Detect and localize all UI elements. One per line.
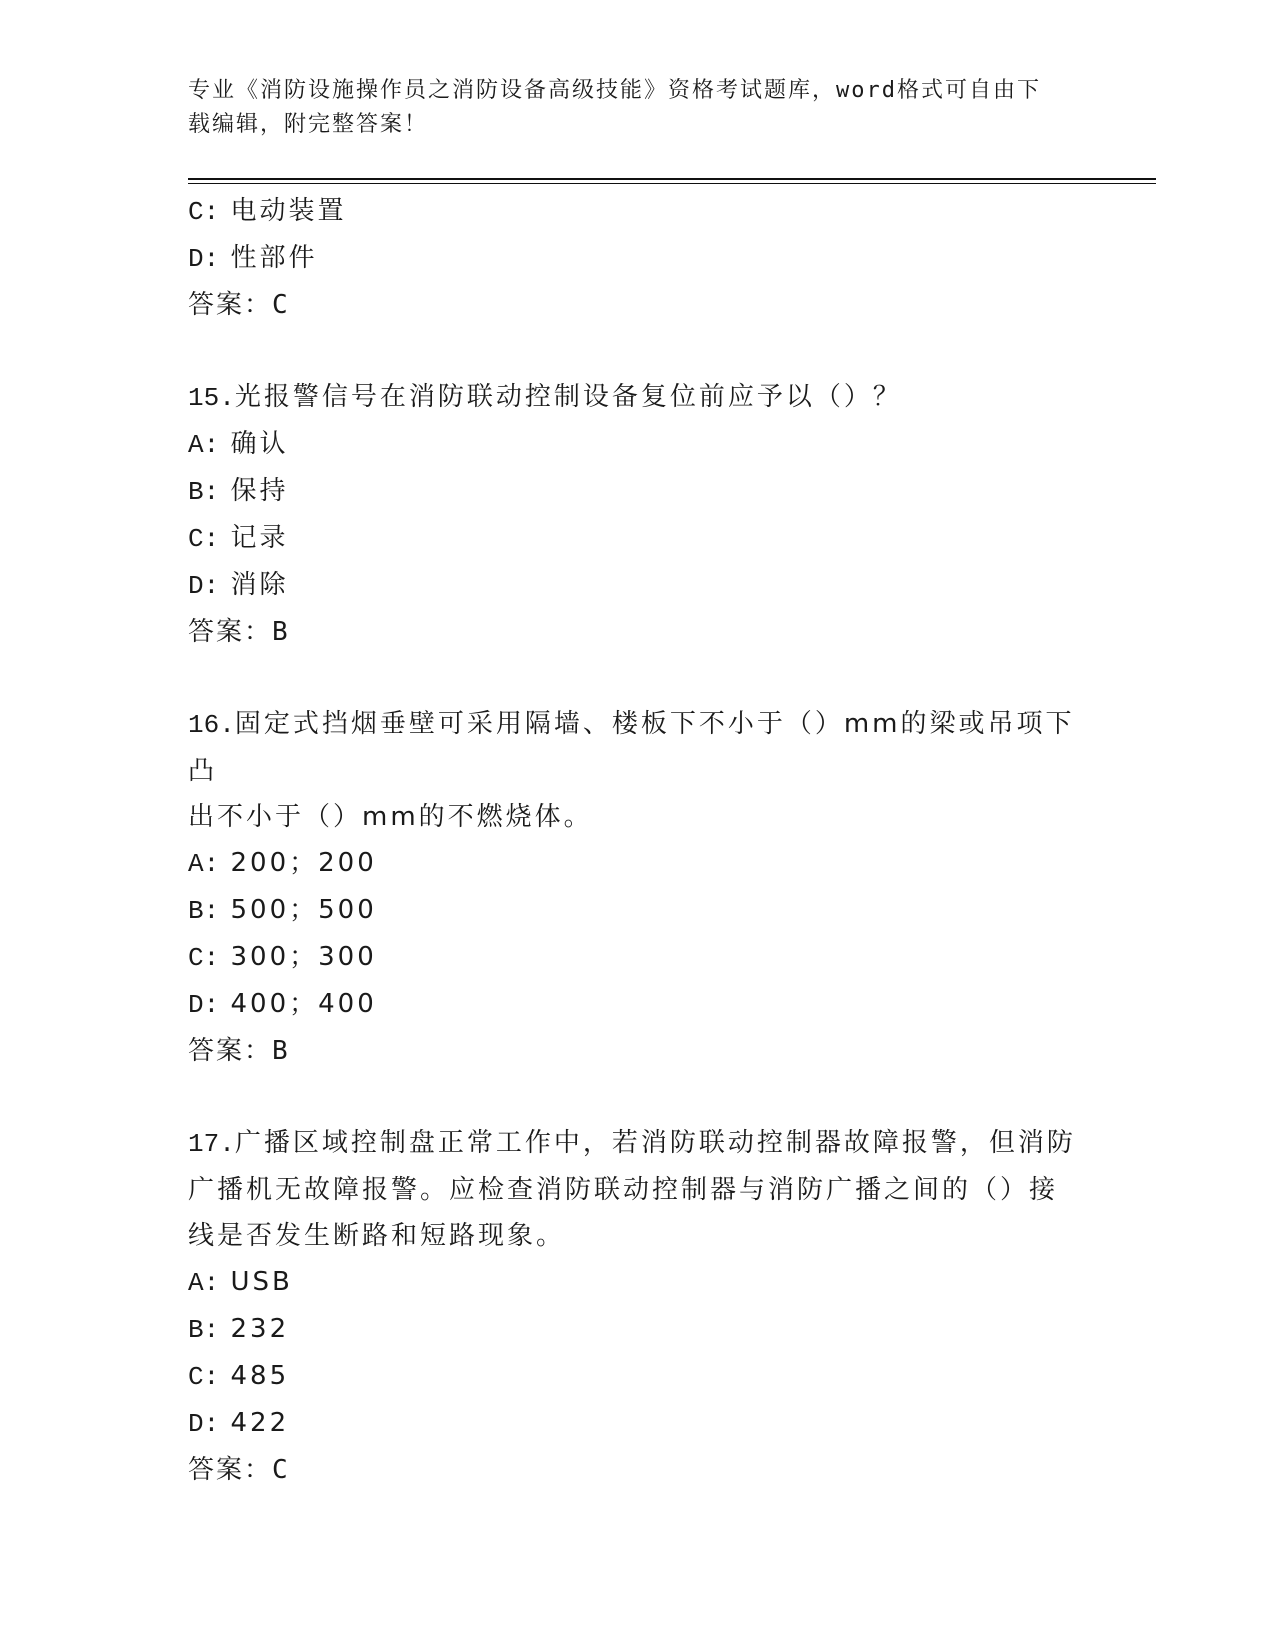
option-label: D: [188, 571, 220, 601]
answer-label: 答案： [188, 290, 273, 320]
question-stem [188, 1120, 1088, 1259]
option-d [188, 562, 1088, 609]
answer-value: C [272, 1455, 290, 1485]
option-d [188, 1400, 1088, 1447]
question-17 [188, 1120, 1088, 1493]
option-label: D: [188, 1409, 220, 1439]
option-text: 确认 [230, 429, 289, 459]
option-b [188, 468, 1088, 515]
option-label: D: [188, 990, 220, 1020]
question-stem [188, 701, 1088, 840]
question-number: 16. [188, 710, 235, 740]
answer-label: 答案： [188, 1036, 273, 1066]
answer-value: C [272, 290, 290, 320]
option-a [188, 840, 1088, 887]
question-15 [188, 374, 1088, 655]
option-label: B: [188, 477, 220, 507]
option-text: 500；500 [230, 895, 377, 925]
header-divider-thin [188, 183, 1156, 184]
header-line-2: 载编辑，附完整答案！ [188, 112, 429, 137]
question-text-line: 出不小于（）mm的不燃烧体。 [188, 802, 593, 832]
option-label: A: [188, 1268, 220, 1298]
option-c [188, 934, 1088, 981]
option-label: C: [188, 1362, 220, 1392]
option-text: 消除 [230, 570, 289, 600]
answer-line [188, 1028, 1088, 1074]
option-d [188, 981, 1088, 1028]
option-text: USB [230, 1267, 293, 1297]
option-label: A: [188, 430, 220, 460]
option-text: 300；300 [230, 942, 377, 972]
option-label: D: [188, 244, 220, 274]
option-c [188, 1353, 1088, 1400]
question-text-line: 固定式挡烟垂壁可采用隔墙、楼板下不小于（）mm的梁或吊项下凸 [188, 709, 1075, 786]
page-header [188, 74, 1068, 142]
answer-line [188, 282, 1088, 328]
option-text: 232 [230, 1314, 290, 1344]
option-c [188, 188, 1088, 235]
answer-label: 答案： [188, 1455, 273, 1485]
option-a [188, 1259, 1088, 1306]
option-b [188, 887, 1088, 934]
header-divider-thick [188, 178, 1156, 180]
question-number: 17. [188, 1129, 235, 1159]
option-text: 性部件 [230, 243, 318, 273]
option-label: A: [188, 849, 220, 879]
option-label: B: [188, 896, 220, 926]
option-a [188, 421, 1088, 468]
option-text: 400；400 [230, 989, 377, 1019]
question-text-line: 广播机无故障报警。应检查消防联动控制器与消防广播之间的（）接 [188, 1175, 1059, 1205]
header-line-1: 专业《消防设施操作员之消防设备高级技能》资格考试题库，word格式可自由下 [188, 78, 1041, 103]
answer-line [188, 1447, 1088, 1493]
question-stem [188, 374, 1088, 421]
question-number: 15. [188, 383, 235, 413]
option-b [188, 1306, 1088, 1353]
answer-label: 答案： [188, 617, 273, 647]
option-d [188, 235, 1088, 282]
option-text: 电动装置 [230, 196, 347, 226]
answer-line [188, 609, 1088, 655]
question-list [188, 188, 1088, 1493]
question-text-line: 光报警信号在消防联动控制设备复位前应予以（）？ [234, 382, 902, 412]
option-label: C: [188, 524, 220, 554]
continued-question [188, 188, 1088, 328]
option-label: C: [188, 197, 220, 227]
question-text-line: 广播区域控制盘正常工作中，若消防联动控制器故障报警，但消防 [234, 1128, 1076, 1158]
question-text-line: 线是否发生断路和短路现象。 [188, 1221, 566, 1251]
option-text: 保持 [230, 476, 289, 506]
option-label: C: [188, 943, 220, 973]
option-text: 422 [230, 1408, 290, 1438]
option-text: 200；200 [230, 848, 377, 878]
answer-value: B [272, 617, 290, 647]
question-16 [188, 701, 1088, 1074]
option-text: 485 [230, 1361, 290, 1391]
answer-value: B [272, 1036, 290, 1066]
option-label: B: [188, 1315, 220, 1345]
option-text: 记录 [230, 523, 289, 553]
option-c [188, 515, 1088, 562]
